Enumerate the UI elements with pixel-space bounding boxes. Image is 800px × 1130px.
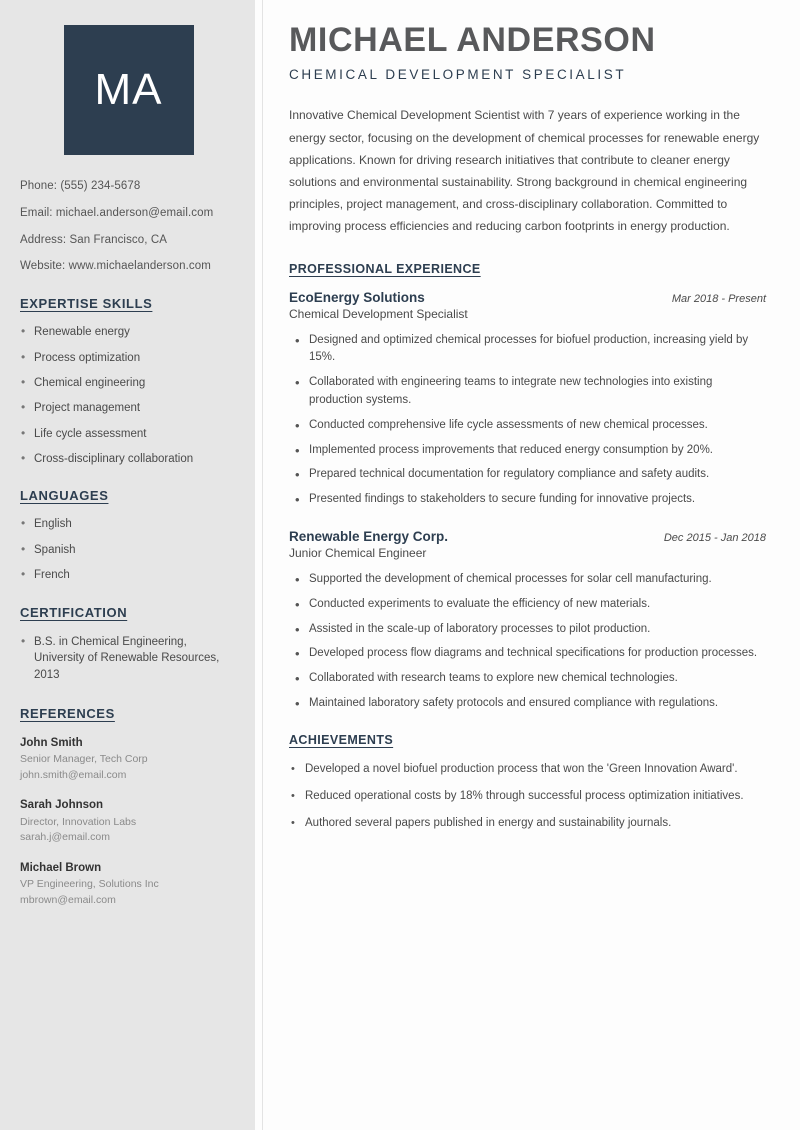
- list-item: • Maintained laboratory safety protocols and ensured compliance with regulations.: [289, 695, 766, 713]
- sidebar: [0, 0, 255, 1130]
- list-item: • English: [20, 517, 237, 531]
- list-item: • Reduced operational costs by 18% through successful process optimization initiatives.: [289, 788, 766, 806]
- reference-email: john.smith@email.com: [20, 768, 127, 781]
- section-heading-achievements: ACHIEVEMENTS: [289, 732, 394, 747]
- section-languages: [20, 488, 237, 582]
- list-item: • Designed and optimized chemical processes for biofuel production, increasing yield by 15%.: [289, 332, 766, 368]
- experience-header: [289, 290, 766, 305]
- sidebar-divider: [262, 0, 263, 1130]
- experience-bullets: [289, 332, 766, 510]
- experience-role: Chemical Development Specialist: [289, 306, 468, 321]
- experience-dates: Mar 2018 - Present: [671, 292, 766, 305]
- experience-entry: [289, 529, 766, 713]
- reference-email: sarah.j@email.com: [20, 831, 111, 844]
- languages-list: [20, 517, 237, 582]
- experience-header: [289, 529, 766, 544]
- professional-summary: Innovative Chemical Development Scientist with 7 years of experience working in the energy sector, focusing on the development of chemical processes for renewable energy applications. Known for driving research initiatives that contribute to cleaner energy solutions and environmental sustainability. Strong background in chemical engineering principles, project management, and cross-disciplinary collaboration. Committed to improving process efficiencies and reducing carbon footprints in energy production.: [289, 108, 760, 234]
- reference-entry: [20, 797, 237, 846]
- list-item: • Prepared technical documentation for regulatory compliance and safety audits.: [289, 466, 766, 484]
- section-heading-references: REFERENCES: [20, 705, 115, 721]
- achievements-list: [289, 761, 766, 832]
- list-item: • Developed a novel biofuel production process that won the 'Green Innovation Award'.: [289, 761, 766, 779]
- experience-dates: Dec 2015 - Jan 2018: [663, 532, 766, 545]
- experience-bullets: [289, 571, 766, 713]
- list-item: • Life cycle assessment: [20, 427, 237, 441]
- reference-entry: [20, 735, 237, 784]
- list-item: • Collaborated with engineering teams to integrate new technologies into existing production systems.: [289, 374, 766, 410]
- reference-email: mbrown@email.com: [20, 894, 116, 907]
- expertise-skills-list: [20, 325, 237, 466]
- experience-role: Junior Chemical Engineer: [289, 546, 427, 561]
- section-expertise-skills: [20, 296, 237, 466]
- section-heading-expertise-skills: EXPERTISE SKILLS: [20, 296, 153, 312]
- list-item: • Spanish: [20, 543, 237, 557]
- list-item: • B.S. in Chemical Engineering, University of Renewable Resources, 2013: [20, 634, 237, 684]
- list-item: • Conducted experiments to evaluate the efficiency of new materials.: [289, 596, 766, 614]
- section-achievements: [289, 733, 766, 832]
- section-certification: [20, 605, 237, 684]
- avatar-monogram: [64, 25, 194, 155]
- section-professional-experience: [289, 262, 766, 713]
- list-item: • Cross-disciplinary collaboration: [20, 452, 237, 466]
- list-item: • Project management: [20, 401, 237, 415]
- certification-list: [20, 634, 237, 684]
- reference-name: John Smith: [20, 736, 83, 749]
- contact-website: Website: www.michaelanderson.com: [20, 260, 211, 273]
- list-item: • Renewable energy: [20, 325, 237, 339]
- contact-phone: Phone: (555) 234-5678: [20, 180, 141, 192]
- main-content: [255, 0, 800, 1130]
- experience-company: Renewable Energy Corp.: [289, 529, 449, 545]
- professional-title: CHEMICAL DEVELOPMENT SPECIALIST: [289, 67, 627, 83]
- reference-role: Senior Manager, Tech Corp: [20, 752, 148, 765]
- contact-list: [20, 180, 237, 274]
- list-item: • Conducted comprehensive life cycle assessments of new chemical processes.: [289, 417, 766, 435]
- list-item: • Chemical engineering: [20, 376, 237, 390]
- list-item: • French: [20, 568, 237, 582]
- section-heading-languages: LANGUAGES: [20, 488, 109, 504]
- list-item: • Authored several papers published in energy and sustainability journals.: [289, 815, 766, 833]
- reference-role: Director, Innovation Labs: [20, 815, 137, 828]
- list-item: • Supported the development of chemical processes for solar cell manufacturing.: [289, 571, 766, 589]
- reference-name: Sarah Johnson: [20, 799, 104, 812]
- section-heading-professional-experience: PROFESSIONAL EXPERIENCE: [289, 261, 481, 276]
- contact-address: Address: San Francisco, CA: [20, 233, 168, 246]
- experience-entry: [289, 290, 766, 510]
- experience-company: EcoEnergy Solutions: [289, 289, 425, 305]
- list-item: • Process optimization: [20, 351, 237, 365]
- reference-entry: [20, 860, 237, 909]
- list-item: • Developed process flow diagrams and technical specifications for production processes.: [289, 645, 766, 663]
- list-item: • Presented findings to stakeholders to secure funding for innovative projects.: [289, 491, 766, 509]
- section-heading-certification: CERTIFICATION: [20, 604, 128, 620]
- list-item: • Collaborated with research teams to explore new chemical technologies.: [289, 670, 766, 688]
- avatar-monogram-wrap: [20, 0, 237, 155]
- page-title: MICHAEL ANDERSON: [289, 21, 656, 59]
- reference-role: VP Engineering, Solutions Inc: [20, 878, 159, 891]
- section-references: [20, 706, 237, 909]
- contact-email: Email: michael.anderson@email.com: [20, 206, 214, 219]
- reference-name: Michael Brown: [20, 862, 102, 875]
- avatar-initials: MA: [94, 65, 163, 114]
- list-item: • Assisted in the scale-up of laboratory processes to pilot production.: [289, 621, 766, 639]
- list-item: • Implemented process improvements that reduced energy consumption by 20%.: [289, 442, 766, 460]
